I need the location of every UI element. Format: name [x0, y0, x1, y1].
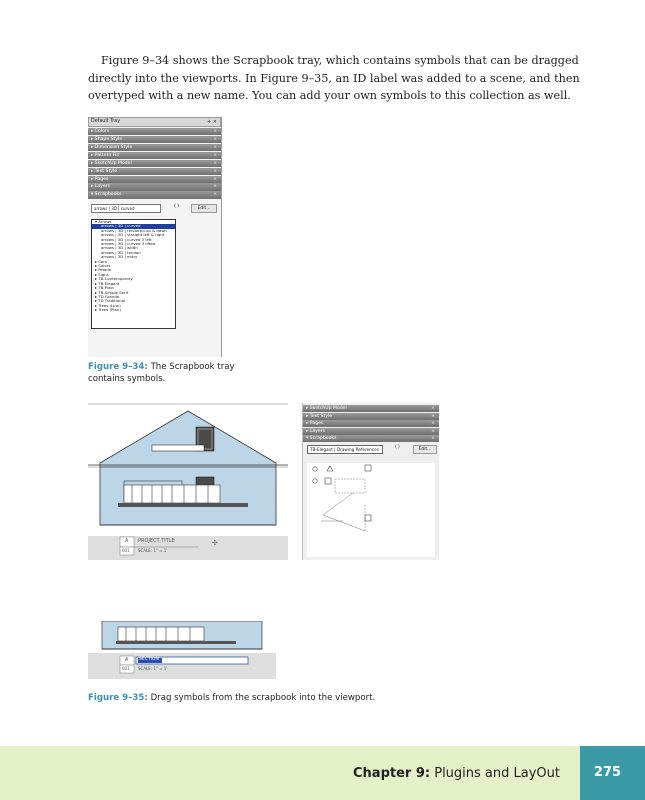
list-item-label: TB-Simple Serif — [98, 289, 129, 295]
edit-title-number: 001 — [122, 666, 130, 671]
expand-arrow-icon: ▸ — [306, 413, 310, 419]
tray-section-0[interactable] — [88, 128, 221, 135]
close-icon[interactable]: × — [431, 436, 435, 442]
expand-arrow-icon: ▸ — [95, 263, 99, 269]
expand-arrow-icon: ▾ — [91, 192, 95, 198]
list-item[interactable]: arrows | 3D | curved 3 lifted — [101, 241, 156, 247]
scrapbook-nav-arrows[interactable]: ⟨ ⟩ — [174, 203, 180, 209]
footer-chapter — [353, 766, 560, 781]
section-label: Dimension Style — [94, 144, 133, 150]
list-root-label: Arrows — [98, 219, 112, 224]
expand-arrow-icon: ▸ — [95, 307, 99, 313]
expand-arrow-icon: ▸ — [95, 258, 99, 264]
edit-title-letter: A — [125, 657, 129, 663]
section-label-drawing — [88, 621, 276, 679]
viewport-section-label[interactable] — [88, 621, 276, 679]
tray-section-4[interactable] — [88, 160, 221, 167]
close-icon[interactable]: × — [213, 136, 217, 142]
list-item-label: Colors — [98, 263, 111, 269]
expand-arrow-icon: ▸ — [95, 276, 99, 282]
list-item[interactable]: arrows | 3D | straight left & right — [101, 232, 165, 238]
section-label: Pattern Fill — [94, 152, 119, 158]
tray2-edit-button[interactable]: Edit... — [413, 445, 437, 454]
section-label: Colors — [94, 128, 110, 134]
title-scale: SCALE: 1" = 1' — [138, 548, 168, 553]
expand-arrow-icon: ▸ — [91, 160, 95, 166]
intro-text: Figure 9–34 shows the Scrapbook tray, which contains symbols that can be dragged directly into the viewports. In Figure 9–35, an ID label was added to a scene, and then overtyped with a new name. You can add your own symbols to this collection as well. — [88, 54, 580, 102]
list-item-label: TB-Elegant — [98, 280, 120, 286]
expand-arrow-icon: ▸ — [91, 152, 95, 158]
page-number-box — [580, 746, 645, 800]
title-text: PROJECT TITLE — [138, 538, 175, 544]
tray2-section-3[interactable] — [303, 428, 439, 435]
edit-title-scale: SCALE: 1" = 1' — [138, 666, 168, 671]
tray-section-1[interactable] — [88, 136, 221, 143]
close-icon[interactable]: × — [431, 413, 435, 419]
close-icon[interactable]: × — [213, 184, 217, 190]
list-root-arrows[interactable]: ▾ Arrows — [95, 219, 112, 224]
close-icon[interactable]: × — [213, 168, 217, 174]
tray-title: Default Tray — [91, 119, 121, 124]
expand-arrow-icon: ▸ — [95, 267, 99, 273]
close-icon[interactable]: × — [213, 128, 217, 134]
close-icon[interactable]: × — [213, 176, 217, 182]
list-item-label: Trees (Plan) — [98, 307, 121, 313]
close-icon[interactable]: × — [431, 406, 435, 411]
list-item[interactable]: arrows | 3D | tendon — [101, 249, 141, 255]
tray-section-7[interactable] — [88, 183, 221, 190]
section-label: SketchUp Model — [94, 160, 132, 166]
figure-label-2: Figure 9–35: — [88, 693, 148, 703]
tray2-section-2[interactable] — [303, 420, 439, 427]
expand-arrow-icon: ▸ — [91, 176, 95, 182]
scrapbook-edit-button[interactable]: Edit... — [191, 204, 217, 213]
list-item-label: Cars — [98, 258, 107, 264]
tray2-section-4[interactable] — [303, 435, 439, 442]
close-icon[interactable]: × — [431, 428, 435, 434]
scrapbook-tray-2 — [302, 403, 439, 560]
expand-arrow-icon: ▸ — [95, 298, 99, 304]
expand-arrow-icon: ▸ — [95, 271, 99, 277]
intro-paragraph — [88, 52, 598, 105]
close-icon[interactable]: × — [431, 421, 435, 427]
caption-text-2: contains symbols. — [88, 373, 166, 384]
close-icon[interactable]: × — [213, 192, 217, 198]
expand-arrow-icon: ▾ — [306, 436, 310, 442]
list-item[interactable]: arrows | 3D | width — [101, 245, 138, 251]
section-label: Pages — [309, 421, 324, 427]
chapter-title: Plugins and LayOut — [434, 766, 560, 781]
list-item-label: TB-Contemporary — [98, 276, 133, 282]
title-number: 001 — [122, 548, 130, 553]
list-item[interactable]: arrows | 3D | curved 3 left — [101, 236, 152, 242]
tray-section-3[interactable] — [88, 152, 221, 159]
tray-section-2[interactable] — [88, 144, 221, 151]
expand-arrow-icon: ▸ — [95, 285, 99, 291]
list-item[interactable]: arrows | 3D | rendered up & down — [101, 227, 167, 233]
scrapbook-dropdown[interactable]: arrows | 3D | curved — [91, 204, 161, 213]
edited-title-text[interactable]: SECTION — [139, 657, 159, 662]
tray-section-5[interactable] — [88, 168, 221, 175]
scrapbook-dropdown-list — [91, 219, 176, 329]
section-label: Shape Style — [94, 136, 123, 142]
expand-arrow-icon: ▸ — [95, 289, 99, 295]
category-items — [92, 260, 175, 313]
chapter-label: Chapter 9: — [353, 766, 431, 781]
section-label: Layers — [309, 428, 325, 434]
list-item-label: People — [98, 267, 112, 273]
tray-sections — [88, 128, 221, 199]
expand-arrow-icon: ▸ — [306, 406, 310, 411]
list-item-label: TB-Plain — [98, 285, 115, 291]
expand-arrow-icon: ▸ — [306, 421, 310, 427]
figure-9-34-caption — [88, 362, 248, 385]
house-elevation-drawing — [88, 403, 288, 560]
expand-arrow-icon: ▸ — [91, 168, 95, 174]
tray2-toolbar — [303, 443, 439, 455]
svg-text:✣: ✣ — [212, 539, 218, 547]
tray-title-bar — [88, 117, 221, 127]
expand-arrow-icon: ▸ — [306, 428, 310, 434]
expand-arrow-icon: ▸ — [95, 280, 99, 286]
arrow-items — [92, 224, 175, 259]
expand-arrow-icon: ▸ — [91, 136, 95, 142]
list-item[interactable]: arrows | 3D | entry — [101, 254, 138, 260]
section-label: SketchUp Model — [309, 406, 347, 411]
section-label: Pages — [94, 176, 109, 182]
expand-arrow-icon: ▸ — [95, 302, 99, 308]
list-item-label: TD Traditional — [98, 298, 126, 304]
section-label: Scrapbooks — [309, 436, 337, 442]
caption-text-3: Drag symbols from the scrapbook into the viewport. — [150, 693, 376, 703]
tray-section-8[interactable] — [88, 191, 221, 198]
tray2-dropdown[interactable]: TB-Elegant | Drawing References — [307, 445, 383, 454]
tray2-nav-arrows[interactable]: ⟨ ⟩ — [395, 444, 400, 450]
list-item-label: Signs — [98, 271, 109, 277]
section-label: Text Style — [309, 413, 333, 419]
title-letter: A — [125, 538, 129, 544]
tray2-section-1[interactable] — [303, 413, 439, 420]
tray-controls[interactable]: + × — [207, 119, 217, 125]
tray2-sections — [303, 405, 439, 442]
page-number: 275 — [593, 765, 622, 780]
list-item[interactable]: arrows | 3D | curved — [92, 224, 175, 228]
scrapbook-toolbar — [88, 201, 221, 213]
close-icon[interactable]: × — [213, 152, 217, 158]
tray2-symbol-canvas[interactable] — [307, 463, 435, 557]
close-icon[interactable]: × — [213, 160, 217, 166]
expand-arrow-icon: ▸ — [91, 128, 95, 134]
viewport-house-elevation[interactable] — [88, 403, 288, 560]
expand-arrow-icon: ▸ — [95, 293, 99, 299]
expand-arrow-icon: ▸ — [91, 144, 95, 150]
section-label: Text Style — [94, 168, 118, 174]
close-icon[interactable]: × — [213, 144, 217, 150]
caption-text-1: The Scrapbook tray — [150, 362, 235, 372]
section-label: Scrapbooks — [94, 192, 122, 198]
page-footer — [0, 746, 645, 800]
scrapbook-tray-screenshot — [88, 117, 222, 357]
list-item-label: Trees (Line) — [98, 302, 121, 308]
tray2-section-0[interactable] — [303, 405, 439, 412]
list-item[interactable] — [92, 308, 175, 312]
figure-label: Figure 9–34: — [88, 362, 148, 372]
tray-section-6[interactable] — [88, 176, 221, 183]
figure-9-35-caption — [88, 693, 488, 705]
section-label: Layers — [94, 184, 110, 190]
list-item-label: TD Grande — [98, 293, 120, 299]
expand-arrow-icon: ▸ — [91, 184, 95, 190]
